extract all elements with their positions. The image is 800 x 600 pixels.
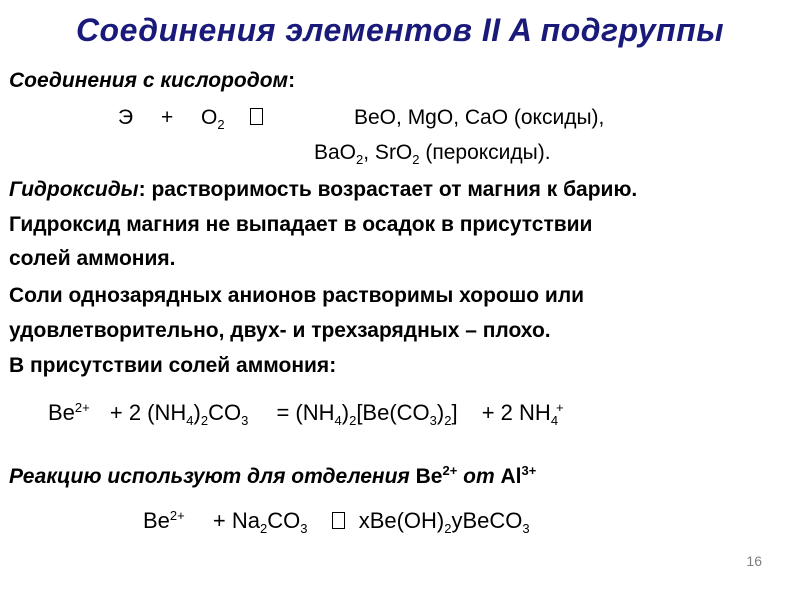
- hydroxides-label: Гидроксиды: [9, 178, 139, 201]
- arrow-placeholder-icon: [332, 512, 345, 529]
- paragraph-line-1: Гидроксид магния не выпадает в осадок в присутствии: [9, 213, 593, 236]
- paragraph-line-4: удовлетворительно, двух- и трехзарядных – плохо.: [9, 319, 551, 342]
- paragraph-line-2: солей аммония.: [9, 247, 176, 270]
- equation-be-ammonium-carbonate: $Be^{2+} + 2$ $(NH_4)_2CO_3 = (NH_4)_2[Be(CO_3)_2] + 2$ $NH_4^+$: [48, 400, 564, 428]
- plus-sign: +: [160, 106, 174, 129]
- page-title: Соединения элементов II A подгруппы: [75, 12, 725, 48]
- oxygen-formula: $O_2$: [201, 106, 225, 132]
- peroxides-line: BaO$_2$, SrO$_2$ (пероксиды).: [314, 141, 551, 167]
- slide-number: 16: [746, 553, 762, 569]
- hydroxides-line: [9, 177, 637, 203]
- oxygen-heading-colon: :: [288, 69, 296, 92]
- reaction-note: Реакцию используют для отделения $Be^{2+}$ от $Al^{3+}$: [9, 463, 537, 488]
- paragraph-line-5: В присутствии солей аммония:: [9, 354, 337, 377]
- oxygen-heading: Соединения с кислородом: [9, 69, 289, 92]
- hydroxides-text: : растворимость возрастает от магния к барию.: [138, 178, 638, 201]
- oxygen-heading-row: [9, 68, 295, 94]
- equation-be-sodium-carbonate: $Be^{2+} + Na_2CO_3$ $xBe(OH)_2yBeCO_3$: [143, 508, 530, 536]
- oxide-equation: [118, 105, 265, 138]
- arrow-placeholder-icon: [250, 108, 263, 125]
- element-symbol: Э: [118, 106, 134, 129]
- oxides-list: BeO, MgO, CaO (оксиды),: [354, 106, 605, 129]
- paragraph-line-3: Соли однозарядных анионов растворимы хорошо или: [9, 284, 585, 307]
